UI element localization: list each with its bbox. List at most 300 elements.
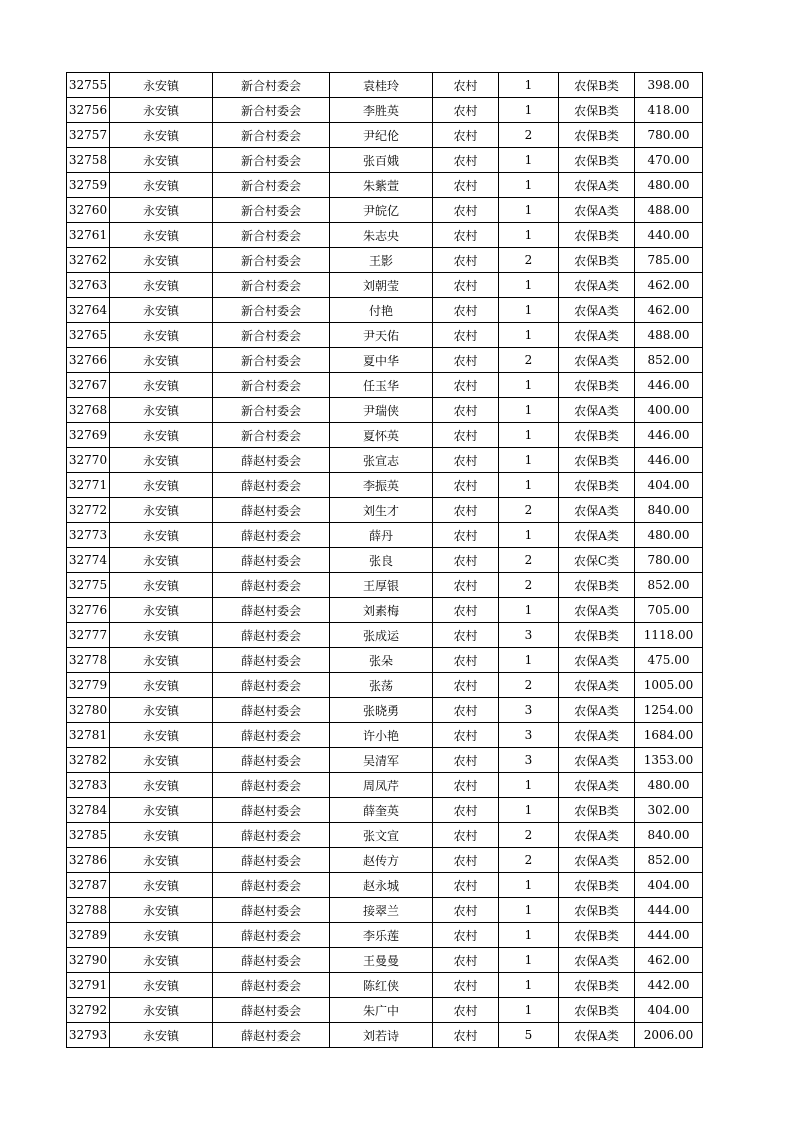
- table-row: [67, 873, 703, 898]
- record-id-cell: 32791: [67, 973, 110, 998]
- household-type-cell: 农村: [433, 273, 499, 298]
- person-count-cell: 1: [499, 98, 559, 123]
- name-cell: 刘朝莹: [330, 273, 433, 298]
- table-row: [67, 573, 703, 598]
- town-cell: 永安镇: [110, 523, 213, 548]
- amount-cell: 488.00: [635, 198, 703, 223]
- amount-cell: 1254.00: [635, 698, 703, 723]
- household-type-cell: 农村: [433, 673, 499, 698]
- record-id-cell: 32788: [67, 898, 110, 923]
- insurance-category-cell: 农保A类: [559, 823, 635, 848]
- table-row: [67, 173, 703, 198]
- name-cell: 薛丹: [330, 523, 433, 548]
- amount-cell: 480.00: [635, 523, 703, 548]
- name-cell: 张荡: [330, 673, 433, 698]
- village-cell: 薛赵村委会: [213, 573, 330, 598]
- amount-cell: 462.00: [635, 298, 703, 323]
- record-id-cell: 32768: [67, 398, 110, 423]
- insurance-category-cell: 农保B类: [559, 923, 635, 948]
- insurance-category-cell: 农保B类: [559, 898, 635, 923]
- village-cell: 薛赵村委会: [213, 723, 330, 748]
- village-cell: 薛赵村委会: [213, 898, 330, 923]
- insurance-category-cell: 农保C类: [559, 548, 635, 573]
- name-cell: 张晓勇: [330, 698, 433, 723]
- village-cell: 新合村委会: [213, 123, 330, 148]
- amount-cell: 852.00: [635, 848, 703, 873]
- person-count-cell: 1: [499, 198, 559, 223]
- name-cell: 尹纪伦: [330, 123, 433, 148]
- insurance-category-cell: 农保B类: [559, 423, 635, 448]
- town-cell: 永安镇: [110, 498, 213, 523]
- village-cell: 薛赵村委会: [213, 473, 330, 498]
- record-id-cell: 32755: [67, 73, 110, 98]
- town-cell: 永安镇: [110, 373, 213, 398]
- name-cell: 薛奎英: [330, 798, 433, 823]
- amount-cell: 302.00: [635, 798, 703, 823]
- insurance-category-cell: 农保B类: [559, 873, 635, 898]
- insurance-category-cell: 农保A类: [559, 398, 635, 423]
- village-cell: 薛赵村委会: [213, 523, 330, 548]
- name-cell: 许小艳: [330, 723, 433, 748]
- amount-cell: 852.00: [635, 573, 703, 598]
- name-cell: 朱紫萱: [330, 173, 433, 198]
- town-cell: 永安镇: [110, 573, 213, 598]
- town-cell: 永安镇: [110, 673, 213, 698]
- amount-cell: 780.00: [635, 548, 703, 573]
- village-cell: 新合村委会: [213, 423, 330, 448]
- town-cell: 永安镇: [110, 148, 213, 173]
- person-count-cell: 1: [499, 73, 559, 98]
- record-id-cell: 32765: [67, 323, 110, 348]
- household-type-cell: 农村: [433, 573, 499, 598]
- amount-cell: 446.00: [635, 423, 703, 448]
- table-row: [67, 923, 703, 948]
- amount-cell: 840.00: [635, 498, 703, 523]
- record-id-cell: 32773: [67, 523, 110, 548]
- town-cell: 永安镇: [110, 348, 213, 373]
- person-count-cell: 1: [499, 998, 559, 1023]
- table-row: [67, 623, 703, 648]
- town-cell: 永安镇: [110, 623, 213, 648]
- name-cell: 刘若诗: [330, 1023, 433, 1048]
- household-type-cell: 农村: [433, 748, 499, 773]
- name-cell: 张成运: [330, 623, 433, 648]
- table-row: [67, 548, 703, 573]
- record-id-cell: 32762: [67, 248, 110, 273]
- person-count-cell: 2: [499, 123, 559, 148]
- town-cell: 永安镇: [110, 998, 213, 1023]
- person-count-cell: 1: [499, 923, 559, 948]
- village-cell: 薛赵村委会: [213, 973, 330, 998]
- insurance-category-cell: 农保A类: [559, 523, 635, 548]
- insurance-category-cell: 农保B类: [559, 448, 635, 473]
- town-cell: 永安镇: [110, 323, 213, 348]
- household-type-cell: 农村: [433, 773, 499, 798]
- name-cell: 周凤芹: [330, 773, 433, 798]
- household-type-cell: 农村: [433, 348, 499, 373]
- household-type-cell: 农村: [433, 548, 499, 573]
- town-cell: 永安镇: [110, 598, 213, 623]
- table-row: [67, 773, 703, 798]
- town-cell: 永安镇: [110, 173, 213, 198]
- name-cell: 夏怀英: [330, 423, 433, 448]
- amount-cell: 840.00: [635, 823, 703, 848]
- name-cell: 陈红侠: [330, 973, 433, 998]
- household-type-cell: 农村: [433, 848, 499, 873]
- record-id-cell: 32770: [67, 448, 110, 473]
- person-count-cell: 2: [499, 823, 559, 848]
- village-cell: 新合村委会: [213, 148, 330, 173]
- table-row: [67, 823, 703, 848]
- table-row: [67, 598, 703, 623]
- record-id-cell: 32766: [67, 348, 110, 373]
- town-cell: 永安镇: [110, 798, 213, 823]
- village-cell: 薛赵村委会: [213, 823, 330, 848]
- record-id-cell: 32769: [67, 423, 110, 448]
- person-count-cell: 1: [499, 398, 559, 423]
- record-id-cell: 32789: [67, 923, 110, 948]
- household-type-cell: 农村: [433, 423, 499, 448]
- town-cell: 永安镇: [110, 898, 213, 923]
- town-cell: 永安镇: [110, 123, 213, 148]
- record-id-cell: 32778: [67, 648, 110, 673]
- amount-cell: 444.00: [635, 923, 703, 948]
- insurance-category-cell: 农保A类: [559, 198, 635, 223]
- person-count-cell: 2: [499, 673, 559, 698]
- insurance-category-cell: 农保A类: [559, 948, 635, 973]
- household-type-cell: 农村: [433, 698, 499, 723]
- amount-cell: 488.00: [635, 323, 703, 348]
- record-id-cell: 32767: [67, 373, 110, 398]
- household-type-cell: 农村: [433, 473, 499, 498]
- insurance-category-cell: 农保B类: [559, 473, 635, 498]
- town-cell: 永安镇: [110, 398, 213, 423]
- insurance-category-cell: 农保A类: [559, 323, 635, 348]
- name-cell: 张宣志: [330, 448, 433, 473]
- insurance-category-cell: 农保A类: [559, 1023, 635, 1048]
- person-count-cell: 1: [499, 948, 559, 973]
- household-type-cell: 农村: [433, 323, 499, 348]
- person-count-cell: 2: [499, 348, 559, 373]
- amount-cell: 462.00: [635, 948, 703, 973]
- village-cell: 新合村委会: [213, 298, 330, 323]
- name-cell: 朱广中: [330, 998, 433, 1023]
- person-count-cell: 1: [499, 773, 559, 798]
- town-cell: 永安镇: [110, 823, 213, 848]
- town-cell: 永安镇: [110, 423, 213, 448]
- person-count-cell: 2: [499, 548, 559, 573]
- village-cell: 薛赵村委会: [213, 698, 330, 723]
- table-row: [67, 223, 703, 248]
- town-cell: 永安镇: [110, 698, 213, 723]
- record-id-cell: 32763: [67, 273, 110, 298]
- person-count-cell: 3: [499, 723, 559, 748]
- person-count-cell: 1: [499, 373, 559, 398]
- village-cell: 新合村委会: [213, 173, 330, 198]
- table-row: [67, 998, 703, 1023]
- amount-cell: 442.00: [635, 973, 703, 998]
- table-row: [67, 973, 703, 998]
- amount-cell: 418.00: [635, 98, 703, 123]
- household-type-cell: 农村: [433, 523, 499, 548]
- town-cell: 永安镇: [110, 748, 213, 773]
- person-count-cell: 1: [499, 323, 559, 348]
- amount-cell: 1684.00: [635, 723, 703, 748]
- table-row: [67, 673, 703, 698]
- record-id-cell: 32758: [67, 148, 110, 173]
- record-id-cell: 32775: [67, 573, 110, 598]
- person-count-cell: 1: [499, 473, 559, 498]
- amount-cell: 705.00: [635, 598, 703, 623]
- amount-cell: 444.00: [635, 898, 703, 923]
- village-cell: 薛赵村委会: [213, 948, 330, 973]
- amount-cell: 1118.00: [635, 623, 703, 648]
- record-id-cell: 32759: [67, 173, 110, 198]
- village-cell: 新合村委会: [213, 198, 330, 223]
- person-count-cell: 1: [499, 873, 559, 898]
- person-count-cell: 1: [499, 273, 559, 298]
- household-type-cell: 农村: [433, 973, 499, 998]
- table-row: [67, 948, 703, 973]
- household-type-cell: 农村: [433, 398, 499, 423]
- insurance-category-cell: 农保A类: [559, 598, 635, 623]
- table-row: [67, 723, 703, 748]
- household-type-cell: 农村: [433, 123, 499, 148]
- household-type-cell: 农村: [433, 248, 499, 273]
- town-cell: 永安镇: [110, 198, 213, 223]
- person-count-cell: 2: [499, 848, 559, 873]
- record-id-cell: 32786: [67, 848, 110, 873]
- insurance-category-cell: 农保A类: [559, 723, 635, 748]
- person-count-cell: 1: [499, 798, 559, 823]
- table-row: [67, 198, 703, 223]
- table-row: [67, 448, 703, 473]
- record-id-cell: 32779: [67, 673, 110, 698]
- amount-cell: 400.00: [635, 398, 703, 423]
- table-row: [67, 373, 703, 398]
- table-row: [67, 398, 703, 423]
- insurance-category-cell: 农保B类: [559, 123, 635, 148]
- amount-cell: 462.00: [635, 273, 703, 298]
- name-cell: 付艳: [330, 298, 433, 323]
- insurance-category-cell: 农保B类: [559, 373, 635, 398]
- insurance-category-cell: 农保B类: [559, 798, 635, 823]
- record-id-cell: 32771: [67, 473, 110, 498]
- record-id-cell: 32761: [67, 223, 110, 248]
- name-cell: 任玉华: [330, 373, 433, 398]
- insurance-category-cell: 农保B类: [559, 248, 635, 273]
- amount-cell: 852.00: [635, 348, 703, 373]
- town-cell: 永安镇: [110, 548, 213, 573]
- name-cell: 赵永城: [330, 873, 433, 898]
- table-row: [67, 248, 703, 273]
- person-count-cell: 3: [499, 698, 559, 723]
- person-count-cell: 2: [499, 573, 559, 598]
- person-count-cell: 1: [499, 448, 559, 473]
- record-id-cell: 32774: [67, 548, 110, 573]
- person-count-cell: 1: [499, 598, 559, 623]
- person-count-cell: 1: [499, 523, 559, 548]
- record-id-cell: 32793: [67, 1023, 110, 1048]
- amount-cell: 404.00: [635, 998, 703, 1023]
- name-cell: 刘素梅: [330, 598, 433, 623]
- household-type-cell: 农村: [433, 148, 499, 173]
- name-cell: 李振英: [330, 473, 433, 498]
- amount-cell: 404.00: [635, 473, 703, 498]
- name-cell: 张良: [330, 548, 433, 573]
- village-cell: 新合村委会: [213, 73, 330, 98]
- amount-cell: 1005.00: [635, 673, 703, 698]
- table-row: [67, 148, 703, 173]
- person-count-cell: 2: [499, 248, 559, 273]
- person-count-cell: 1: [499, 973, 559, 998]
- record-id-cell: 32782: [67, 748, 110, 773]
- record-id-cell: 32756: [67, 98, 110, 123]
- town-cell: 永安镇: [110, 648, 213, 673]
- town-cell: 永安镇: [110, 973, 213, 998]
- record-id-cell: 32760: [67, 198, 110, 223]
- insurance-category-cell: 农保A类: [559, 273, 635, 298]
- village-cell: 薛赵村委会: [213, 673, 330, 698]
- person-count-cell: 3: [499, 623, 559, 648]
- amount-cell: 2006.00: [635, 1023, 703, 1048]
- name-cell: 朱志央: [330, 223, 433, 248]
- town-cell: 永安镇: [110, 223, 213, 248]
- town-cell: 永安镇: [110, 273, 213, 298]
- table-row: [67, 648, 703, 673]
- record-id-cell: 32784: [67, 798, 110, 823]
- table-row: [67, 748, 703, 773]
- insurance-category-cell: 农保A类: [559, 673, 635, 698]
- village-cell: 薛赵村委会: [213, 623, 330, 648]
- village-cell: 新合村委会: [213, 398, 330, 423]
- name-cell: 赵传方: [330, 848, 433, 873]
- amount-cell: 480.00: [635, 173, 703, 198]
- person-count-cell: 5: [499, 1023, 559, 1048]
- insurance-category-cell: 农保A类: [559, 498, 635, 523]
- record-id-cell: 32772: [67, 498, 110, 523]
- name-cell: 接翠兰: [330, 898, 433, 923]
- person-count-cell: 1: [499, 298, 559, 323]
- name-cell: 李乐莲: [330, 923, 433, 948]
- table-row: [67, 498, 703, 523]
- record-id-cell: 32780: [67, 698, 110, 723]
- record-id-cell: 32781: [67, 723, 110, 748]
- name-cell: 张文宣: [330, 823, 433, 848]
- table-row: [67, 473, 703, 498]
- town-cell: 永安镇: [110, 848, 213, 873]
- name-cell: 王影: [330, 248, 433, 273]
- table-row: [67, 123, 703, 148]
- person-count-cell: 1: [499, 423, 559, 448]
- name-cell: 尹天佑: [330, 323, 433, 348]
- amount-cell: 1353.00: [635, 748, 703, 773]
- insurance-category-cell: 农保B类: [559, 73, 635, 98]
- table-row: [67, 73, 703, 98]
- person-count-cell: 2: [499, 498, 559, 523]
- household-type-cell: 农村: [433, 73, 499, 98]
- insurance-category-cell: 农保B类: [559, 148, 635, 173]
- household-type-cell: 农村: [433, 598, 499, 623]
- table-row: [67, 523, 703, 548]
- table-row: [67, 348, 703, 373]
- household-type-cell: 农村: [433, 373, 499, 398]
- name-cell: 袁桂玲: [330, 73, 433, 98]
- name-cell: 王曼曼: [330, 948, 433, 973]
- insurance-category-cell: 农保A类: [559, 748, 635, 773]
- amount-cell: 785.00: [635, 248, 703, 273]
- insurance-category-cell: 农保A类: [559, 848, 635, 873]
- insurance-category-cell: 农保A类: [559, 698, 635, 723]
- town-cell: 永安镇: [110, 923, 213, 948]
- village-cell: 薛赵村委会: [213, 923, 330, 948]
- insurance-category-cell: 农保B类: [559, 623, 635, 648]
- insurance-category-cell: 农保A类: [559, 173, 635, 198]
- household-type-cell: 农村: [433, 173, 499, 198]
- record-id-cell: 32757: [67, 123, 110, 148]
- village-cell: 新合村委会: [213, 98, 330, 123]
- amount-cell: 446.00: [635, 448, 703, 473]
- village-cell: 薛赵村委会: [213, 748, 330, 773]
- town-cell: 永安镇: [110, 248, 213, 273]
- insurance-category-cell: 农保A类: [559, 773, 635, 798]
- household-type-cell: 农村: [433, 648, 499, 673]
- name-cell: 吴清军: [330, 748, 433, 773]
- household-type-cell: 农村: [433, 723, 499, 748]
- household-type-cell: 农村: [433, 998, 499, 1023]
- household-type-cell: 农村: [433, 898, 499, 923]
- name-cell: 王厚银: [330, 573, 433, 598]
- name-cell: 张百娥: [330, 148, 433, 173]
- person-count-cell: 1: [499, 648, 559, 673]
- household-type-cell: 农村: [433, 498, 499, 523]
- insurance-category-cell: 农保B类: [559, 223, 635, 248]
- town-cell: 永安镇: [110, 473, 213, 498]
- amount-cell: 398.00: [635, 73, 703, 98]
- amount-cell: 446.00: [635, 373, 703, 398]
- name-cell: 刘生才: [330, 498, 433, 523]
- village-cell: 新合村委会: [213, 348, 330, 373]
- person-count-cell: 3: [499, 748, 559, 773]
- town-cell: 永安镇: [110, 948, 213, 973]
- insurance-category-cell: 农保A类: [559, 298, 635, 323]
- insurance-category-cell: 农保B类: [559, 573, 635, 598]
- household-type-cell: 农村: [433, 223, 499, 248]
- insurance-category-cell: 农保B类: [559, 998, 635, 1023]
- name-cell: 尹瑞侠: [330, 398, 433, 423]
- village-cell: 薛赵村委会: [213, 598, 330, 623]
- amount-cell: 780.00: [635, 123, 703, 148]
- village-cell: 薛赵村委会: [213, 648, 330, 673]
- person-count-cell: 1: [499, 898, 559, 923]
- town-cell: 永安镇: [110, 873, 213, 898]
- household-type-cell: 农村: [433, 298, 499, 323]
- village-cell: 新合村委会: [213, 273, 330, 298]
- village-cell: 薛赵村委会: [213, 873, 330, 898]
- village-cell: 薛赵村委会: [213, 548, 330, 573]
- town-cell: 永安镇: [110, 723, 213, 748]
- town-cell: 永安镇: [110, 98, 213, 123]
- table-body: [67, 73, 703, 1048]
- amount-cell: 440.00: [635, 223, 703, 248]
- household-type-cell: 农村: [433, 823, 499, 848]
- village-cell: 新合村委会: [213, 323, 330, 348]
- town-cell: 永安镇: [110, 298, 213, 323]
- village-cell: 新合村委会: [213, 373, 330, 398]
- household-type-cell: 农村: [433, 198, 499, 223]
- town-cell: 永安镇: [110, 448, 213, 473]
- table-row: [67, 423, 703, 448]
